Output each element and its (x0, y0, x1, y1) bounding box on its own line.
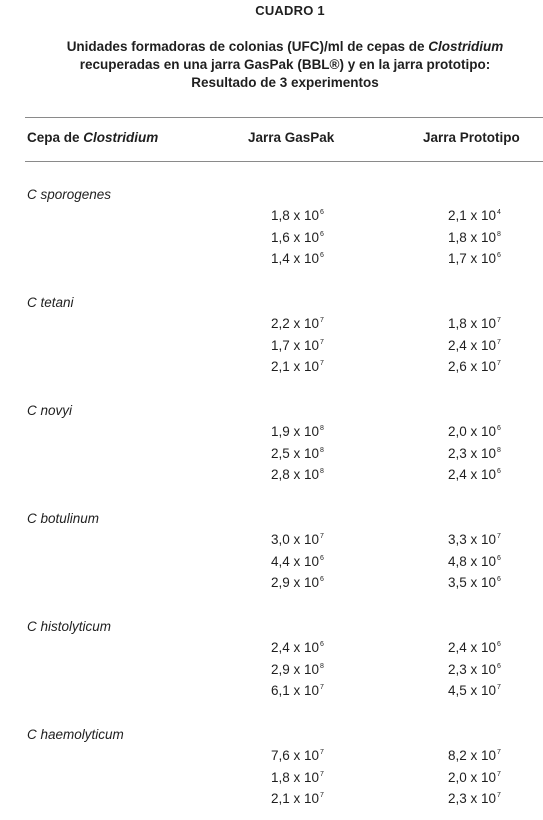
value-exponent: 8 (320, 446, 324, 454)
value-exponent: 4 (497, 209, 501, 216)
strain-label: C novyi (27, 403, 73, 418)
value-exponent: 7 (320, 770, 324, 778)
caption-line-2: recuperadas en una jarra GasPak (BBL®) y en la jarra prototipo: (79, 57, 491, 72)
value-mantissa: 2,2 x 10 (271, 316, 320, 331)
header-strain-prefix: Cepa de (27, 130, 84, 145)
value-mantissa: 1,8 x 10 (448, 229, 497, 245)
value-mantissa: 2,9 x 10 (271, 661, 320, 677)
value-mantissa: 6,1 x 10 (271, 683, 320, 698)
value-exponent: 8 (320, 662, 324, 670)
strain-label: C sporogenes (27, 187, 112, 202)
value-exponent: 6 (497, 425, 501, 432)
value-mantissa: 1,9 x 10 (271, 424, 320, 439)
value-mantissa: 2,5 x 10 (271, 445, 320, 461)
value-exponent: 7 (497, 684, 501, 691)
value-exponent: 7 (497, 533, 501, 540)
prototipo-value (448, 316, 501, 331)
header-strain (27, 130, 158, 145)
value-exponent: 7 (497, 317, 501, 324)
gaspak-value (271, 662, 324, 677)
gaspak-value (271, 467, 324, 482)
value-mantissa: 4,5 x 10 (448, 683, 497, 698)
value-mantissa: 8,2 x 10 (448, 748, 497, 763)
prototipo-value (448, 791, 501, 806)
gaspak-value (271, 791, 324, 806)
gaspak-value (271, 770, 324, 785)
gaspak-value (271, 230, 324, 245)
value-exponent: 6 (497, 576, 501, 583)
gaspak-value (271, 748, 324, 763)
gaspak-value (271, 208, 324, 223)
value-exponent: 6 (320, 252, 324, 259)
gaspak-value (271, 554, 324, 569)
value-mantissa: 1,7 x 10 (271, 337, 320, 353)
prototipo-value (448, 640, 501, 655)
value-exponent: 7 (497, 770, 501, 778)
prototipo-value (448, 208, 501, 223)
prototipo-value (448, 251, 501, 266)
caption-line-3: Resultado de 3 experimentos (191, 75, 379, 90)
prototipo-value (448, 770, 501, 785)
value-mantissa: 4,4 x 10 (271, 553, 320, 569)
value-exponent: 6 (497, 468, 501, 475)
value-mantissa: 1,6 x 10 (271, 229, 320, 245)
value-mantissa: 2,0 x 10 (448, 424, 497, 439)
strain-label: C haemolyticum (27, 727, 124, 742)
header-gaspak: Jarra GasPak (248, 130, 335, 145)
value-mantissa: 2,4 x 10 (448, 467, 497, 482)
gaspak-value (271, 532, 324, 547)
value-exponent: 6 (497, 554, 501, 562)
caption-line-1 (0, 38, 543, 56)
value-exponent: 7 (320, 684, 324, 691)
value-exponent: 7 (320, 749, 324, 756)
value-mantissa: 2,3 x 10 (448, 791, 497, 806)
header-rule (25, 161, 543, 162)
strain-label: C tetani (27, 295, 74, 310)
value-mantissa: 1,8 x 10 (448, 316, 497, 331)
value-exponent: 7 (320, 533, 324, 540)
value-exponent: 8 (497, 230, 501, 238)
header-strain-genus: Clostridium (83, 130, 159, 145)
gaspak-value (271, 338, 324, 353)
value-mantissa: 7,6 x 10 (271, 748, 320, 763)
prototipo-value (448, 338, 501, 353)
value-exponent: 7 (320, 792, 324, 799)
value-exponent: 6 (320, 230, 324, 238)
table-caption (0, 38, 543, 92)
value-mantissa: 2,8 x 10 (271, 467, 320, 482)
value-exponent: 7 (497, 338, 501, 346)
value-mantissa: 4,8 x 10 (448, 553, 497, 569)
gaspak-value (271, 424, 324, 439)
prototipo-value (448, 662, 501, 677)
table-title: CUADRO 1 (255, 3, 325, 18)
gaspak-value (271, 316, 324, 331)
value-mantissa: 2,4 x 10 (271, 640, 320, 655)
value-exponent: 8 (497, 446, 501, 454)
value-mantissa: 3,0 x 10 (271, 532, 320, 547)
value-mantissa: 1,8 x 10 (271, 769, 320, 785)
header-prototipo: Jarra Prototipo (423, 130, 520, 145)
prototipo-value (448, 230, 501, 245)
value-mantissa: 1,7 x 10 (448, 251, 497, 266)
value-mantissa: 1,4 x 10 (271, 251, 320, 266)
prototipo-value (448, 446, 501, 461)
caption-line-1-text: Unidades formadoras de colonias (UFC)/ml de cepas de (66, 39, 429, 54)
value-exponent: 6 (320, 641, 324, 648)
value-mantissa: 2,3 x 10 (448, 445, 497, 461)
prototipo-value (448, 748, 501, 763)
value-exponent: 6 (497, 641, 501, 648)
value-mantissa: 2,1 x 10 (271, 359, 320, 374)
prototipo-value (448, 683, 501, 698)
value-mantissa: 2,1 x 10 (448, 208, 497, 223)
value-exponent: 7 (320, 317, 324, 324)
value-exponent: 6 (320, 209, 324, 216)
value-exponent: 6 (320, 554, 324, 562)
value-mantissa: 3,5 x 10 (448, 575, 497, 590)
prototipo-value (448, 467, 501, 482)
prototipo-value (448, 424, 501, 439)
value-exponent: 7 (497, 792, 501, 799)
prototipo-value (448, 532, 501, 547)
value-mantissa: 2,0 x 10 (448, 769, 497, 785)
value-mantissa: 3,3 x 10 (448, 532, 497, 547)
gaspak-value (271, 446, 324, 461)
strain-label: C histolyticum (27, 619, 112, 634)
caption-genus: Clostridium (428, 39, 504, 54)
value-mantissa: 2,4 x 10 (448, 337, 497, 353)
prototipo-value (448, 359, 501, 374)
value-exponent: 7 (320, 360, 324, 367)
gaspak-value (271, 359, 324, 374)
value-mantissa: 2,1 x 10 (271, 791, 320, 806)
strain-label: C botulinum (27, 511, 100, 526)
gaspak-value (271, 575, 324, 590)
value-exponent: 8 (320, 468, 324, 475)
value-exponent: 6 (320, 576, 324, 583)
gaspak-value (271, 640, 324, 655)
value-mantissa: 2,6 x 10 (448, 359, 497, 374)
value-exponent: 6 (497, 252, 501, 259)
prototipo-value (448, 554, 501, 569)
value-exponent: 8 (320, 425, 324, 432)
prototipo-value (448, 575, 501, 590)
value-mantissa: 2,3 x 10 (448, 661, 497, 677)
gaspak-value (271, 683, 324, 698)
value-mantissa: 2,4 x 10 (448, 640, 497, 655)
value-exponent: 7 (320, 338, 324, 346)
value-mantissa: 2,9 x 10 (271, 575, 320, 590)
gaspak-value (271, 251, 324, 266)
top-rule (25, 117, 543, 118)
value-mantissa: 1,8 x 10 (271, 208, 320, 223)
value-exponent: 6 (497, 662, 501, 670)
value-exponent: 7 (497, 749, 501, 756)
value-exponent: 7 (497, 360, 501, 367)
